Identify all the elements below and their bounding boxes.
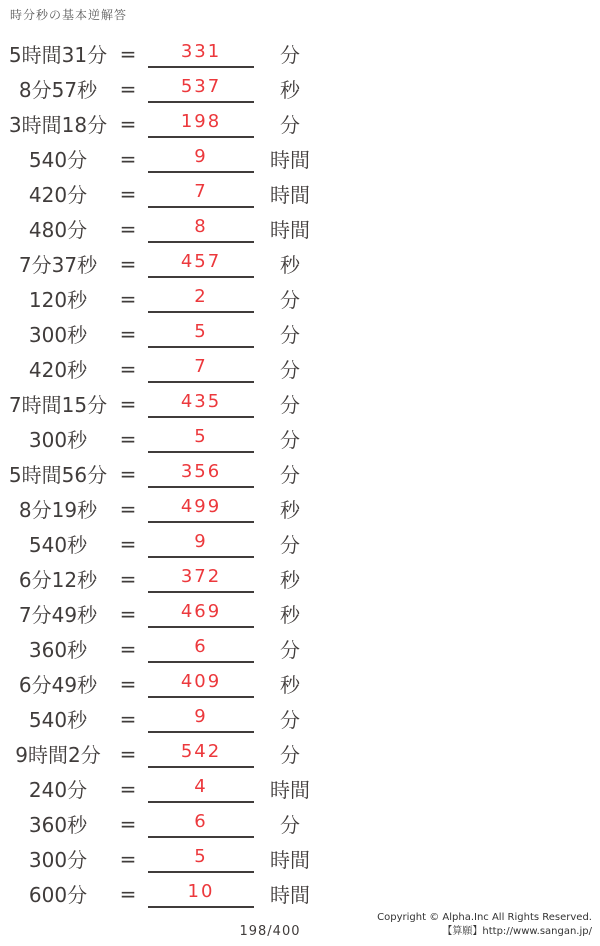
- conversion-row: [0, 736, 330, 771]
- answer-underline: [148, 311, 254, 313]
- answer-underline: [148, 136, 254, 138]
- problem-text: 540秒: [28, 533, 88, 557]
- equals-sign: =: [119, 706, 137, 731]
- problem-text: 8分19秒: [18, 498, 98, 522]
- problem-text: 6分12秒: [18, 568, 98, 592]
- problem-text: 300秒: [28, 323, 88, 347]
- unit-label: 分: [280, 463, 300, 487]
- answer-value: 331: [148, 36, 254, 71]
- answer-underline: [148, 521, 254, 523]
- equals-sign: =: [119, 181, 137, 206]
- equals-sign: =: [119, 741, 137, 766]
- answer-underline: [148, 276, 254, 278]
- unit-label: 分: [280, 113, 300, 137]
- answer-value: 6: [148, 631, 254, 666]
- answer-value: 499: [148, 491, 254, 526]
- conversion-row: [0, 561, 330, 596]
- conversion-row: [0, 701, 330, 736]
- conversion-row: [0, 876, 330, 911]
- answer-underline: [148, 626, 254, 628]
- conversion-row: [0, 386, 330, 421]
- answer-underline: [148, 731, 254, 733]
- equals-sign: =: [119, 426, 137, 451]
- answer-underline: [148, 556, 254, 558]
- answer-value: 435: [148, 386, 254, 421]
- equals-sign: =: [119, 496, 137, 521]
- problem-text: 300分: [28, 848, 88, 872]
- unit-label: 分: [280, 708, 300, 732]
- equals-sign: =: [119, 76, 137, 101]
- answer-underline: [148, 101, 254, 103]
- answer-value: 542: [148, 736, 254, 771]
- conversion-row: [0, 36, 330, 71]
- conversion-row: [0, 351, 330, 386]
- problem-text: 120秒: [28, 288, 88, 312]
- problem-text: 540分: [28, 148, 88, 172]
- conversion-row: [0, 316, 330, 351]
- site-url: 【算願】http://www.sangan.jp/: [442, 926, 592, 937]
- answer-underline: [148, 906, 254, 908]
- problem-text: 7分49秒: [18, 603, 98, 627]
- equals-sign: =: [119, 671, 137, 696]
- answer-underline: [148, 766, 254, 768]
- equals-sign: =: [119, 286, 137, 311]
- problem-text: 540秒: [28, 708, 88, 732]
- conversion-row: [0, 666, 330, 701]
- answer-underline: [148, 696, 254, 698]
- unit-label: 時間: [270, 883, 310, 907]
- problem-text: 8分57秒: [18, 78, 98, 102]
- problem-text: 420分: [28, 183, 88, 207]
- answer-value: 6: [148, 806, 254, 841]
- equals-sign: =: [119, 321, 137, 346]
- answer-value: 4: [148, 771, 254, 806]
- problem-text: 3時間18分: [8, 113, 108, 137]
- answer-value: 5: [148, 841, 254, 876]
- conversion-row: [0, 491, 330, 526]
- conversion-row: [0, 456, 330, 491]
- answer-value: 5: [148, 421, 254, 456]
- answer-value: 2: [148, 281, 254, 316]
- equals-sign: =: [119, 216, 137, 241]
- problem-text: 5時間31分: [8, 43, 108, 67]
- equals-sign: =: [119, 356, 137, 381]
- answer-value: 9: [148, 141, 254, 176]
- equals-sign: =: [119, 881, 137, 906]
- unit-label: 時間: [270, 848, 310, 872]
- answer-underline: [148, 416, 254, 418]
- unit-label: 分: [280, 43, 300, 67]
- answer-value: 10: [148, 876, 254, 911]
- equals-sign: =: [119, 531, 137, 556]
- answer-value: 5: [148, 316, 254, 351]
- unit-label: 分: [280, 533, 300, 557]
- answer-underline: [148, 241, 254, 243]
- equals-sign: =: [119, 811, 137, 836]
- problem-text: 9時間2分: [15, 743, 101, 767]
- answer-value: 409: [148, 666, 254, 701]
- page-title: 時分秒の基本逆解答: [10, 8, 128, 22]
- unit-label: 秒: [280, 498, 300, 522]
- answer-value: 356: [148, 456, 254, 491]
- conversion-row: [0, 841, 330, 876]
- problem-text: 7時間15分: [8, 393, 108, 417]
- answer-underline: [148, 486, 254, 488]
- unit-label: 秒: [280, 673, 300, 697]
- equals-sign: =: [119, 601, 137, 626]
- equals-sign: =: [119, 391, 137, 416]
- unit-label: 分: [280, 743, 300, 767]
- problem-text: 360秒: [28, 813, 88, 837]
- unit-label: 分: [280, 288, 300, 312]
- equals-sign: =: [119, 41, 137, 66]
- unit-label: 秒: [280, 78, 300, 102]
- conversion-row: [0, 526, 330, 561]
- problem-text: 5時間56分: [8, 463, 108, 487]
- answer-underline: [148, 591, 254, 593]
- answer-underline: [148, 871, 254, 873]
- conversion-row: [0, 141, 330, 176]
- unit-label: 時間: [270, 778, 310, 802]
- unit-label: 秒: [280, 253, 300, 277]
- problem-text: 300秒: [28, 428, 88, 452]
- answer-underline: [148, 661, 254, 663]
- equals-sign: =: [119, 566, 137, 591]
- answer-value: 9: [148, 526, 254, 561]
- equals-sign: =: [119, 846, 137, 871]
- answer-value: 7: [148, 351, 254, 386]
- conversion-row: [0, 211, 330, 246]
- answer-value: 537: [148, 71, 254, 106]
- conversion-row: [0, 176, 330, 211]
- problem-text: 6分49秒: [18, 673, 98, 697]
- problem-text: 240分: [28, 778, 88, 802]
- answer-value: 7: [148, 176, 254, 211]
- answer-value: 8: [148, 211, 254, 246]
- equals-sign: =: [119, 146, 137, 171]
- unit-label: 時間: [270, 183, 310, 207]
- conversion-row: [0, 631, 330, 666]
- unit-label: 分: [280, 638, 300, 662]
- conversion-row: [0, 806, 330, 841]
- equals-sign: =: [119, 776, 137, 801]
- unit-label: 分: [280, 813, 300, 837]
- problem-text: 600分: [28, 883, 88, 907]
- answer-value: 372: [148, 561, 254, 596]
- unit-label: 時間: [270, 148, 310, 172]
- footer: [377, 911, 592, 939]
- answer-value: 469: [148, 596, 254, 631]
- answer-value: 9: [148, 701, 254, 736]
- unit-label: 分: [280, 358, 300, 382]
- answer-underline: [148, 66, 254, 68]
- conversion-row: [0, 246, 330, 281]
- equals-sign: =: [119, 461, 137, 486]
- problem-text: 7分37秒: [18, 253, 98, 277]
- unit-label: 秒: [280, 603, 300, 627]
- conversion-row: [0, 106, 330, 141]
- answer-underline: [148, 836, 254, 838]
- unit-label: 分: [280, 428, 300, 452]
- conversion-row: [0, 281, 330, 316]
- conversion-row: [0, 596, 330, 631]
- equals-sign: =: [119, 636, 137, 661]
- equals-sign: =: [119, 251, 137, 276]
- answer-value: 198: [148, 106, 254, 141]
- answer-underline: [148, 381, 254, 383]
- conversion-row: [0, 71, 330, 106]
- answer-underline: [148, 171, 254, 173]
- answer-underline: [148, 801, 254, 803]
- problem-list: [0, 36, 330, 911]
- unit-label: 秒: [280, 568, 300, 592]
- unit-label: 時間: [270, 218, 310, 242]
- problem-text: 360秒: [28, 638, 88, 662]
- conversion-row: [0, 771, 330, 806]
- unit-label: 分: [280, 323, 300, 347]
- conversion-row: [0, 421, 330, 456]
- problem-text: 420秒: [28, 358, 88, 382]
- copyright-text: Copyright © Alpha.Inc All Rights Reserved.: [377, 912, 592, 923]
- unit-label: 分: [280, 393, 300, 417]
- problem-text: 480分: [28, 218, 88, 242]
- answer-underline: [148, 206, 254, 208]
- answer-underline: [148, 346, 254, 348]
- page-number: 198/400: [239, 924, 301, 939]
- equals-sign: =: [119, 111, 137, 136]
- answer-underline: [148, 451, 254, 453]
- answer-value: 457: [148, 246, 254, 281]
